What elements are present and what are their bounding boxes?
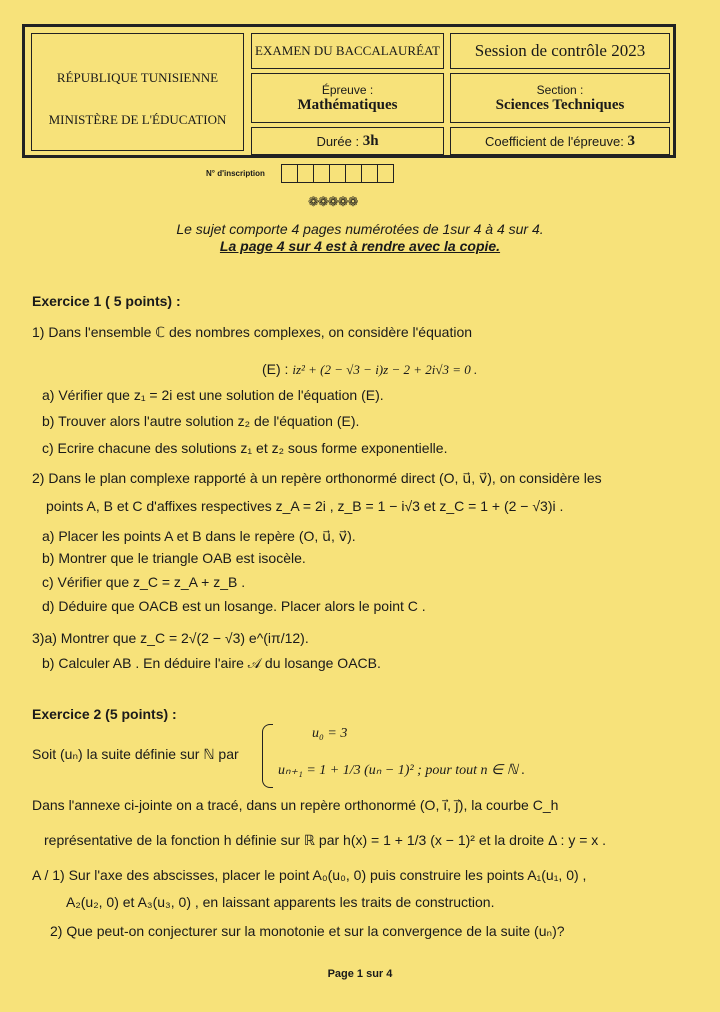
header-left-box xyxy=(31,33,244,151)
section-label: Section : xyxy=(536,82,584,97)
inscription-box[interactable] xyxy=(377,164,394,183)
ex1-q2d: d) Déduire que OACB est un losange. Placer alors le point C . xyxy=(42,598,426,614)
duree-value: 3h xyxy=(362,132,379,149)
ex2-intro: Soit (uₙ) la suite définie sur ℕ par xyxy=(32,746,239,762)
ex2-a2: 2) Que peut-on conjecturer sur la monotonie et sur la convergence de la suite (uₙ)? xyxy=(50,923,565,939)
eq-body: iz² + (2 − √3 − i)z − 2 + 2i√3 = 0 . xyxy=(292,362,478,377)
ex1-q3b: b) Calculer AB . En déduire l'aire 𝒜 du losange OACB. xyxy=(42,655,381,671)
exam-header xyxy=(22,24,676,158)
ex2-un: uₙ₊₁ = 1 + 1/3 (uₙ − 1)² ; pour tout n ∈ ℕ . xyxy=(278,763,525,778)
inscription-label: N° d'inscription xyxy=(206,169,265,178)
ex1-q1: 1) Dans l'ensemble ℂ des nombres complexes, on considère l'équation xyxy=(32,324,473,340)
ex1-q2: 2) Dans le plan complexe rapporté à un repère orthonormé direct (O, u⃗, v⃗), on considère les xyxy=(32,470,602,486)
exam-label: EXAMEN DU BACCALAURÉAT xyxy=(255,43,440,58)
ex1-q1b: b) Trouver alors l'autre solution z₂ de l'équation (E). xyxy=(42,413,360,429)
coef-value: 3 xyxy=(627,132,635,149)
inscription-box[interactable] xyxy=(361,164,378,183)
ex1-q1a: a) Vérifier que z₁ = 2i est une solution de l'équation (E). xyxy=(42,387,384,403)
ex1-q2b: b) Montrer que le triangle OAB est isocèle. xyxy=(42,550,306,566)
ex1-equation xyxy=(262,361,477,378)
exam-cell xyxy=(251,33,444,69)
ex1-q2a: a) Placer les points A et B dans le repère (O, u⃗, v⃗). xyxy=(42,528,356,544)
decoration-flowers-icon: ❁❁❁❁❁ xyxy=(308,194,358,209)
epreuve-label: Épreuve : xyxy=(321,82,374,97)
inscription-boxes[interactable] xyxy=(282,164,394,183)
coef-cell xyxy=(450,127,670,155)
inscription-box[interactable] xyxy=(329,164,346,183)
epreuve-cell xyxy=(251,73,444,123)
ex2-annexe-1: Dans l'annexe ci-jointe on a tracé, dans un repère orthonormé (O, i⃗, j⃗), la courbe C_h xyxy=(32,797,559,813)
inscription-box[interactable] xyxy=(345,164,362,183)
eq-label: (E) : xyxy=(262,361,289,377)
duree-cell xyxy=(251,127,444,155)
republic-label: RÉPUBLIQUE TUNISIENNE xyxy=(56,70,219,85)
ex2-u0: u₀ = 3 xyxy=(312,726,348,741)
ministry-label: MINISTÈRE DE L'ÉDUCATION xyxy=(48,112,227,127)
ex2-title: Exercice 2 (5 points) : xyxy=(32,706,177,722)
intro-line-1: Le sujet comporte 4 pages numérotées de 1sur 4 à 4 sur 4. xyxy=(176,221,544,237)
system-brace xyxy=(262,724,273,788)
duree-label: Durée : xyxy=(316,133,360,149)
session-label: Session de contrôle 2023 xyxy=(474,41,646,60)
ex2-a1: A / 1) Sur l'axe des abscisses, placer le point A₀(u₀, 0) puis construire les points A₁(u₁, 0) , xyxy=(32,867,587,883)
ex2-a1-cont: A₂(u₂, 0) et A₃(u₃, 0) , en laissant apparents les traits de construction. xyxy=(66,894,495,910)
section-value: Sciences Techniques xyxy=(495,96,625,113)
section-cell xyxy=(450,73,670,123)
ex1-title: Exercice 1 ( 5 points) : xyxy=(32,293,181,309)
inscription-box[interactable] xyxy=(313,164,330,183)
ex1-q2-points: points A, B et C d'affixes respectives z_A = 2i , z_B = 1 − i√3 et z_C = 1 + (2 − √3)i . xyxy=(46,498,564,514)
epreuve-value: Mathématiques xyxy=(297,96,398,113)
ex1-q1c: c) Ecrire chacune des solutions z₁ et z₂ sous forme exponentielle. xyxy=(42,440,448,456)
intro-line-2: La page 4 sur 4 est à rendre avec la copie. xyxy=(219,238,501,254)
inscription-box[interactable] xyxy=(281,164,298,183)
ex2-annexe-2: représentative de la fonction h définie sur ℝ par h(x) = 1 + 1/3 (x − 1)² et la droite Δ : y = x . xyxy=(44,832,607,848)
coef-label: Coefficient de l'épreuve: xyxy=(485,133,624,149)
inscription-box[interactable] xyxy=(297,164,314,183)
ex1-q2c: c) Vérifier que z_C = z_A + z_B . xyxy=(42,574,246,590)
page-number: Page 1 sur 4 xyxy=(327,968,393,980)
session-cell xyxy=(450,33,670,69)
ex1-q3a: 3)a) Montrer que z_C = 2√(2 − √3) e^(iπ/12). xyxy=(32,630,309,646)
